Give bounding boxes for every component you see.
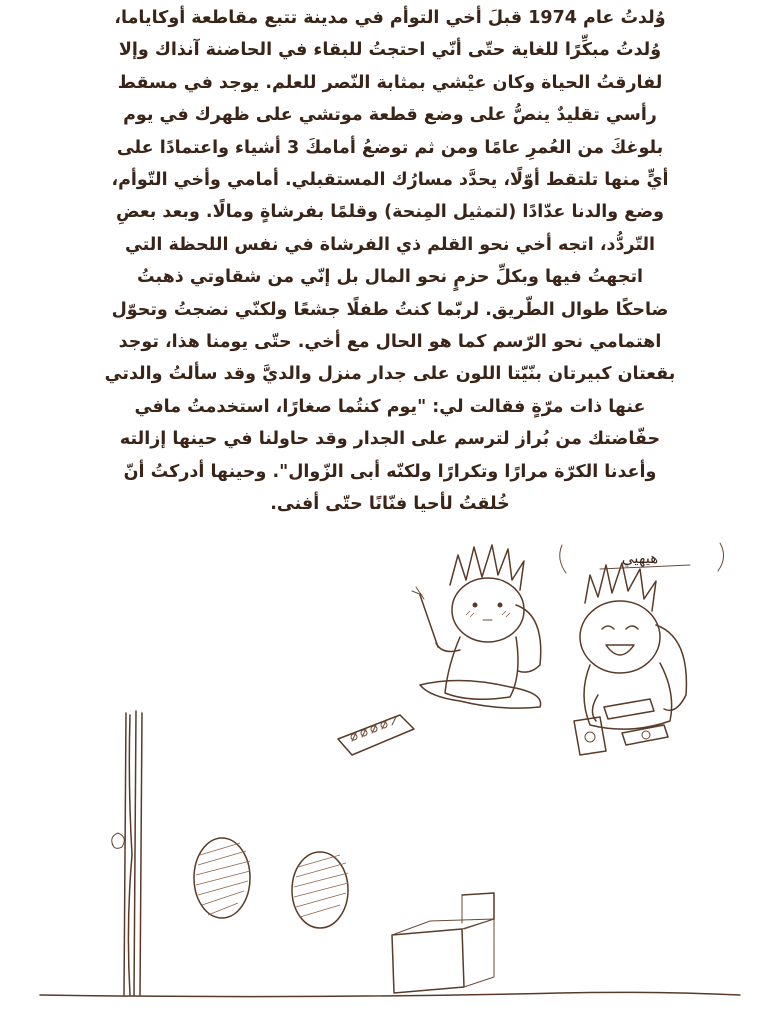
sketch-drawing bbox=[0, 525, 780, 1030]
floor-line bbox=[40, 992, 740, 996]
paragraph-line: بقعتان كبيرتان بنّيّتا اللون على جدار منزل والديَّ وقد سألتُ والدتي bbox=[104, 364, 676, 385]
paragraph-line: خُلقتُ لأحيا فنّانًا حتّى أفنى. bbox=[270, 494, 510, 515]
speech-bubble bbox=[560, 543, 724, 573]
paragraph-line: وُلدتُ مبكِّرًا للغاية حتّى أنّي احتجتُ للبقاء في الحاضنة آنذاك وإلا bbox=[118, 40, 662, 61]
door-frame bbox=[112, 711, 142, 995]
twin-with-money bbox=[574, 563, 686, 755]
money-bills bbox=[574, 699, 668, 755]
paragraph-line: اتجهتُ فيها وبكلِّ حزمٍ نحو المال بل إنّي من شقاوتي ذهبتُ bbox=[136, 267, 644, 288]
paragraph-line: وضع والدنا عدّادًا (لتمثيل المِنحة) وقلمًا بفرشاةٍ ومالًا. وبعد بعضِ bbox=[115, 202, 664, 223]
twin-with-brush bbox=[338, 545, 541, 755]
abacus-tray bbox=[338, 715, 414, 755]
paragraph-line: عنها ذات مرّةٍ فقالت لي: "يوم كنتُما صغارًا، استخدمتُ مافي bbox=[134, 396, 646, 417]
speech-text: هيهيي bbox=[621, 549, 659, 567]
paragraph-line: اهتمامي نحو الرّسم كما هو الحال مع أخي. حتّى يومنا هذا، توجد bbox=[118, 332, 662, 353]
paragraph-line: التّردُّد، اتجه أخي نحو القلم ذي الفرشاة في نفس اللحظة التي bbox=[124, 234, 656, 255]
paragraph-line: لفارقتُ الحياة وكان عيْشي بمثابة النّصر للعلم. يوجد في مسقط bbox=[117, 72, 663, 93]
story-paragraph bbox=[60, 2, 720, 521]
paragraph-line: بلوغكَ من العُمرِ عامًا ومن ثم توضعُ أمامكَ 3 أشياء واعتمادًا على bbox=[116, 137, 664, 158]
paragraph-line: ضاحكًا طوال الطّريق. لربّما كنتُ طفلًا جشعًا ولكنّي نضجتُ وتحوّل bbox=[111, 299, 669, 320]
paragraph-line: رأسي تقليدٌ ينصُّ على وضع قطعة موتشي على ظهرك في يوم bbox=[123, 105, 657, 126]
wall-stains bbox=[194, 838, 348, 928]
paragraph-line: وُلدتُ عام 1974 قبلَ أخي التوأم في مدينة تتبع مقاطعة أوكاياما، bbox=[114, 8, 666, 28]
paragraph-line: أيٍّ منها تلتقط أوّلًا، يحدَّد مسارُك المستقبلي. أمامي وأخي التّوأم، bbox=[111, 170, 669, 191]
paragraph-line: حفّاضتك من بُراز لترسم على الجدار وقد حاولنا في حينها إزالته bbox=[119, 429, 661, 450]
paragraph-line: وأعدنا الكرّة مرارًا وتكرارًا ولكنّه أبى الزّوال". وحينها أدركتُ أنّ bbox=[123, 461, 657, 482]
sketch-illustration bbox=[0, 525, 780, 1030]
floor-box bbox=[392, 893, 494, 993]
